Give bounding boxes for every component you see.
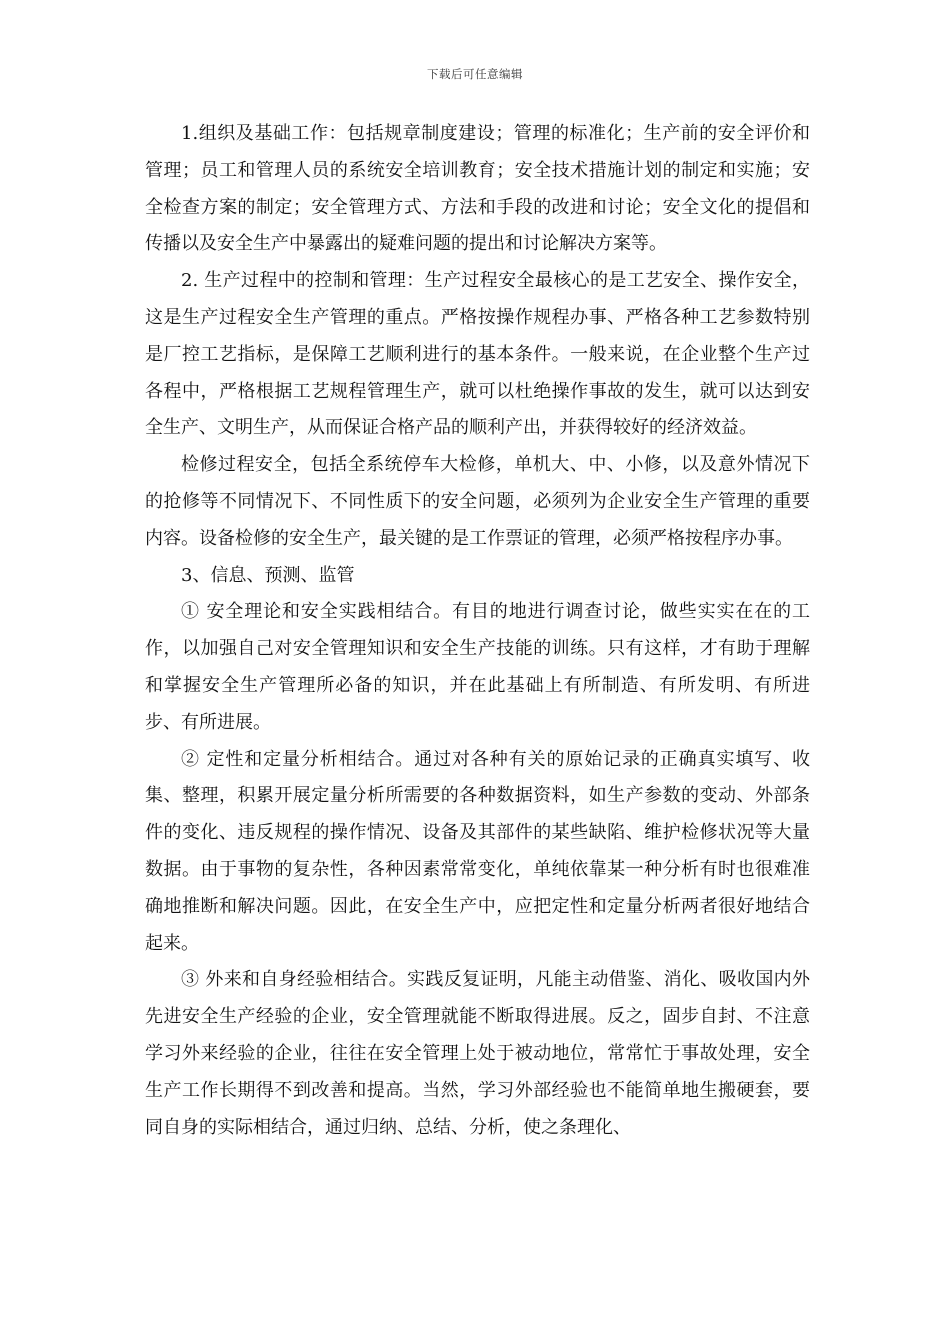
paragraph-maintenance-safety: 检修过程安全，包括全系统停车大检修，单机大、中、小修，以及意外情况下的抢修等不同情况下、不同性质下的安全问题，必须列为企业安全生产管理的重要内容。设备检修的安全生产，最关键的是工作票证的管理，必须严格按程序办事。	[145, 454, 810, 549]
paragraph-qualitative-quantitative: ② 定性和定量分析相结合。通过对各种有关的原始记录的正确真实填写、收集、整理，积累开展定量分析所需要的各种数据资料，如生产参数的变动、外部条件的变化、违反规程的操作情况、设备及其部件的某些缺陷、维护检修状况等大量数据。由于事物的复杂性，各种因素常常变化，单纯依靠某一种分析有时也很难准确地推断和解决问题。因此，在安全生产中，应把定性和定量分析两者很好地结合起来。	[145, 748, 810, 954]
page-header: 下载后可任意编辑	[427, 67, 523, 81]
paragraph-organization-basics: 1.组织及基础工作：包括规章制度建设；管理的标准化；生产前的安全评价和管理；员工和管理人员的系统安全培训教育；安全技术措施计划的制定和实施；安全检查方案的制定；安全管理方式、方法和手段的改进和讨论；安全文化的提倡和传播以及安全生产中暴露出的疑难问题的提出和讨论解决方案等。	[145, 123, 810, 255]
paragraph-theory-practice: ① 安全理论和安全实践相结合。有目的地进行调查讨论，做些实实在在的工作，以加强自己对安全管理知识和安全生产技能的训练。只有这样，才有助于理解和掌握安全生产管理所必备的知识，并在此基础上有所制造、有所发明、有所进步、有所进展。	[145, 601, 810, 733]
paragraph-production-control: 2. 生产过程中的控制和管理：生产过程安全最核心的是工艺安全、操作安全，这是生产过程安全生产管理的重点。严格按操作规程办事、严格各种工艺参数特别是厂控工艺指标，是保障工艺顺利进行的基本条件。一般来说，在企业整个生产过各程中，严格根据工艺规程管理生产，就可以杜绝操作事故的发生，就可以达到安全生产、文明生产，从而保证合格产品的顺利产出，并获得较好的经济效益。	[145, 270, 810, 439]
section-heading-info-monitoring: 3、信息、预测、监管	[181, 564, 355, 586]
document-body	[145, 116, 810, 1146]
paragraph-external-internal-experience: ③ 外来和自身经验相结合。实践反复证明，凡能主动借鉴、消化、吸收国内外先进安全生产经验的企业，安全管理就能不断取得进展。反之，固步自封、不注意学习外来经验的企业，往往在安全管理上处于被动地位，常常忙于事故处理，安全生产工作长期得不到改善和提高。当然，学习外部经验也不能简单地生搬硬套，要同自身的实际相结合，通过归纳、总结、分析，使之条理化、	[145, 969, 810, 1138]
